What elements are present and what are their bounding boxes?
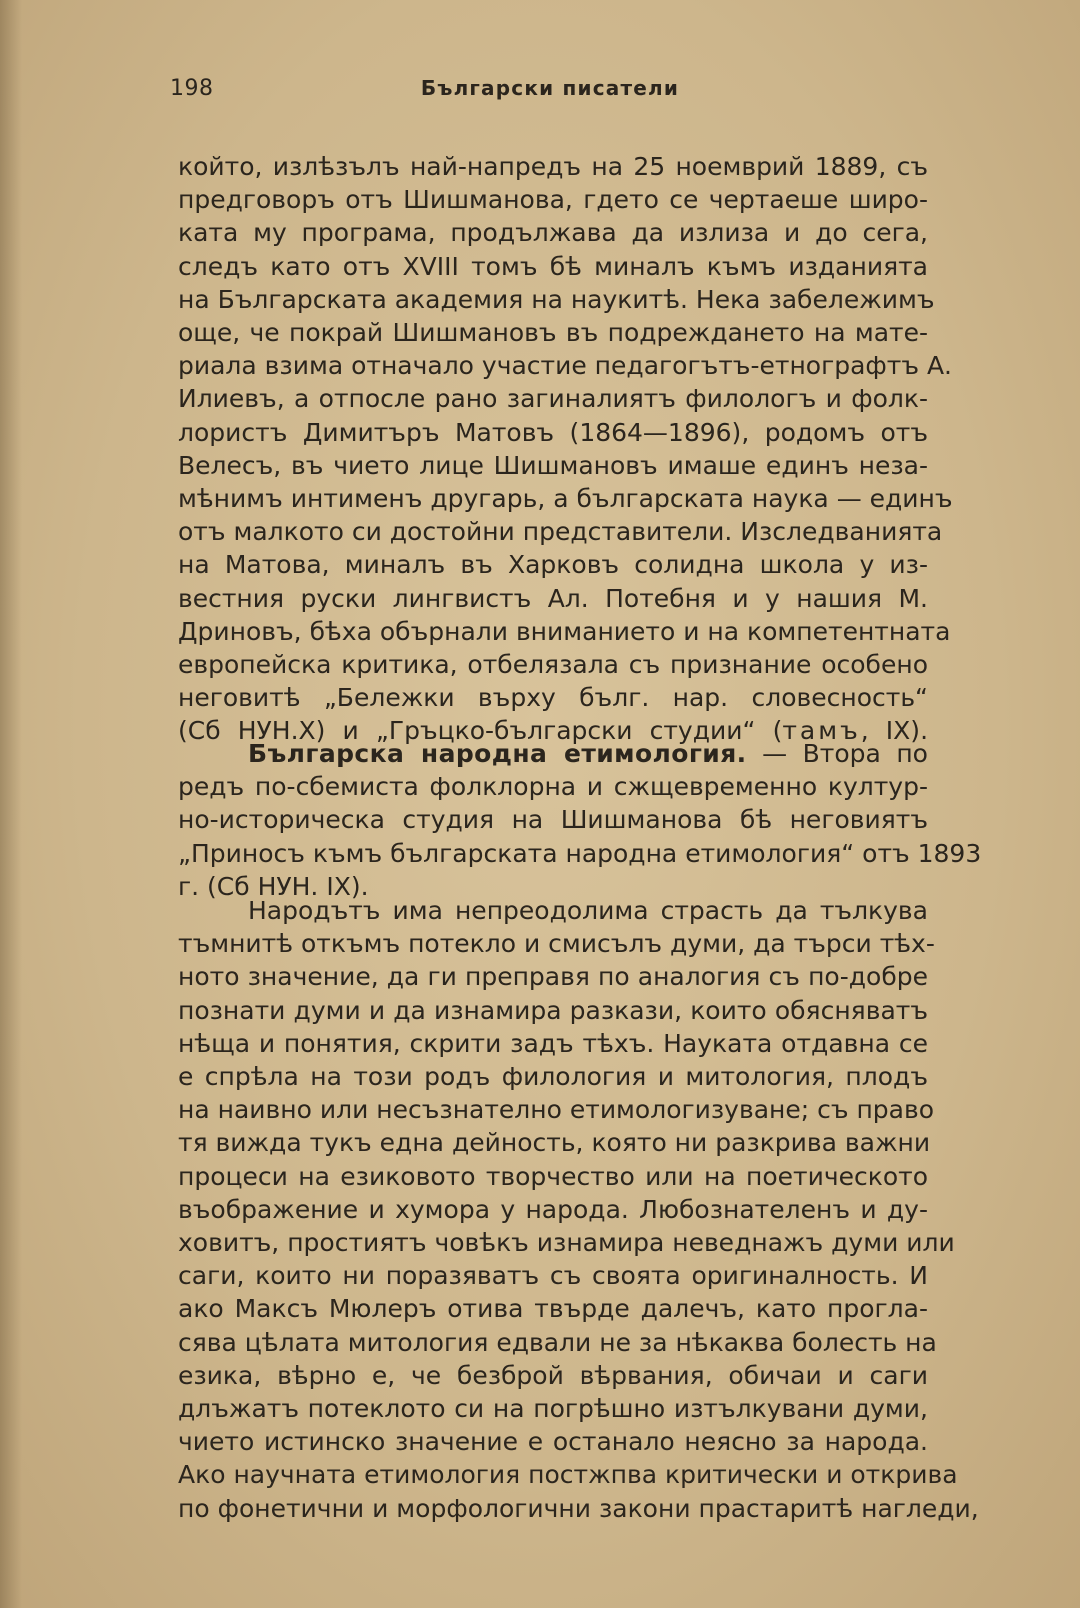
text-line: познати думи и да изнамира разкази, които обясняватъ <box>178 995 928 1025</box>
text-line: който, излѣзълъ най-напредъ на 25 ноемврий 1889, съ <box>178 152 928 181</box>
text-line: Ако научната етимология постжпва критически и открива <box>178 1460 958 1490</box>
text-fragment: (Сб НУН.Х) и „Гръцко-български студии“ ( <box>178 716 783 746</box>
spaced-word: тамъ <box>782 716 861 746</box>
text-line: по фонетични и морфологични закони прастаритѣ нагледи, <box>178 1493 979 1523</box>
text-line: на Матова, миналъ въ Харковъ солидна школа у из- <box>178 550 928 580</box>
text-line: Велесъ, въ чието лице Шишмановъ имаше единъ неза- <box>178 450 928 480</box>
text-line: ното значение, да ги преправя по аналогия съ по-добре <box>178 962 928 992</box>
text-line: Народътъ има непреодолима страсть да тълкува <box>248 896 928 925</box>
text-line: предговоръ отъ Шишманова, гдето се чертаеше широ- <box>178 185 928 215</box>
page-header <box>170 76 930 116</box>
text-line: Илиевъ, а отпосле рано загиналиятъ филологъ и фолк- <box>178 384 928 414</box>
page-edge-shadow <box>0 0 22 1608</box>
text-line: ховитъ, простиятъ човѣкъ изнамира неведнажъ думи или <box>178 1228 955 1258</box>
text-line: европейска критика, отбелязала съ признание особено <box>178 650 928 680</box>
running-title: Български писатели <box>420 76 680 100</box>
paragraph-folk-etymology <box>178 894 979 1525</box>
text-line: тя вижда тукъ една дейность, която ни разкрива важни <box>178 1128 931 1158</box>
text-line: неговитѣ „Бележки върху бълг. нар. словесность“ <box>178 683 928 713</box>
text-line: лористъ Димитъръ Матовъ (1864—1896), родомъ отъ <box>178 417 928 447</box>
text-line: Дриновъ, бѣха обърнали вниманието и на компетентната <box>178 616 951 646</box>
text-line: ката му програма, продължава да излиза и до сега, <box>178 218 928 248</box>
text-line: г. (Сб НУН. IX). <box>178 871 369 901</box>
text-line: въображение и хумора у народа. Любознателенъ и ду- <box>178 1194 928 1224</box>
text-line: саги, които ни поразяватъ съ своята оригиналность. И <box>178 1261 928 1291</box>
section-heading: Българска народна етимология. <box>248 739 747 768</box>
text-line: чието истинско значение е останало неясно за народа. <box>178 1427 928 1457</box>
text-line: тъмнитѣ откъмъ потекло и смисълъ думи, да търси тѣх- <box>178 929 935 959</box>
text-line: следъ като отъ XVIII томъ бѣ миналъ къмъ изданията <box>178 251 928 281</box>
text-line: длъжатъ потеклото си на погрѣшно изтълкувани думи, <box>178 1394 928 1424</box>
text-line: ако Максъ Мюлеръ отива твърде далечъ, като прогла- <box>178 1294 928 1324</box>
text-line: езика, вѣрно е, че безброй вѣрвания, обичаи и саги <box>178 1360 928 1390</box>
section-etymology <box>178 737 982 903</box>
text-line: нѣща и понятия, скрити задъ тѣхъ. Науката отдавна се <box>178 1028 928 1058</box>
text-line: процеси на езиковото творчество или на поетическото <box>178 1161 928 1191</box>
text-line: още, че покрай Шишмановъ въ подреждането на мате- <box>178 318 928 348</box>
text-line: риала взима отначало участие педагогътъ-етнографтъ А. <box>178 351 952 381</box>
text-fragment: , IX). <box>860 716 929 746</box>
text-line: мѣнимъ интименъ другарь, а българската наука — единъ <box>178 484 953 514</box>
text-line: на Българската академия на наукитѣ. Нека забележимъ <box>178 284 935 314</box>
text-line: отъ малкото си достойни представители. Изследванията <box>178 517 943 547</box>
text-line: на наивно или несъзнателно етимологизуване; съ право <box>178 1095 935 1125</box>
section-heading-line <box>178 737 928 770</box>
text-line: редъ по-сбемиста фолклорна и сжщевременно култур- <box>178 772 928 802</box>
text-line: сява цѣлата митология едвали не за нѣкаква болесть на <box>178 1327 937 1357</box>
text-line: вестния руски лингвистъ Ал. Потебня и у нашия М. <box>178 583 928 613</box>
text-fragment: — Втора по <box>746 739 928 768</box>
text-line: но-историческа студия на Шишманова бѣ неговиятъ <box>178 805 928 835</box>
text-line: е спрѣла на този родъ филология и митология, плодъ <box>178 1062 928 1092</box>
paragraph-continuation <box>178 150 953 748</box>
page-number: 198 <box>170 76 214 101</box>
text-line: „Приносъ къмъ българската народна етимология“ отъ 1893 <box>178 838 982 868</box>
